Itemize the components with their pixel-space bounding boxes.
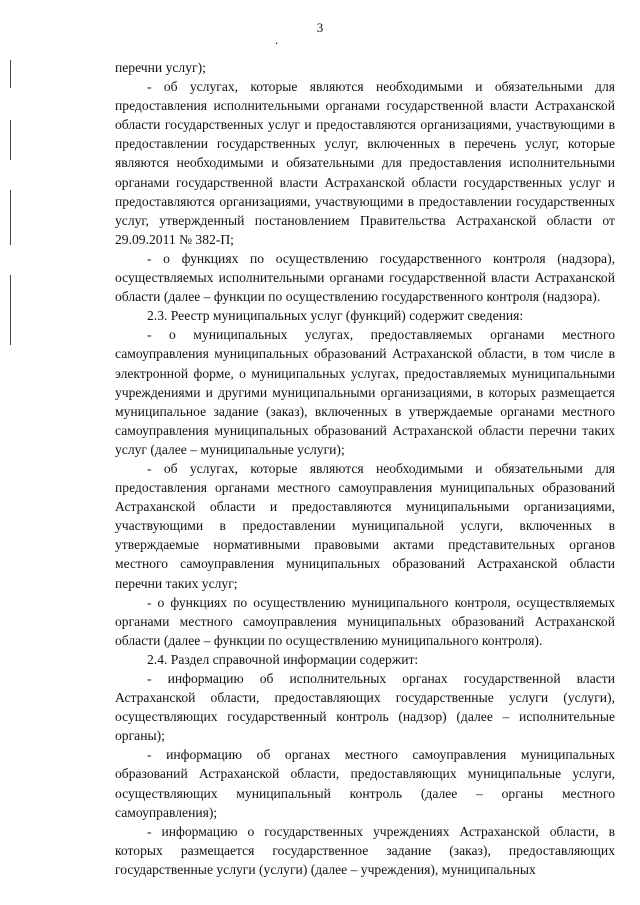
paragraph-4: 2.3. Реестр муниципальных услуг (функций) содержит сведения: [147,308,524,324]
page-number: 3 [316,20,324,35]
paragraph-1: перечни услуг); [115,60,206,75]
paragraph-10: - информацию об органах местного самоуправления муниципальных образований Астраханской области, предоставляющих муниципальные услуги, осуществляющих муниципальный контроль (далее – органы местного самоуправления); [115,747,615,820]
paragraph-11: - информацию о государственных учреждениях Астраханской области, в которых размещается государственное задание (заказ), предоставляющих государственные услуги (услуги) (далее – учреждения), муниципальных [115,823,615,877]
paragraph-2: - об услугах, которые являются необходимыми и обязательными для предоставления исполнительными органами государственной власти Астраханской области государственных услуг и предоставляются организациями, участвующими в предоставлении государственных услуг, включенных в перечень услуг, которые являются необходимыми и обязательными для предоставления исполнительными органами государственной власти Астраханской области государственных услуг и предоставляются организациями, участвующими в предоставлении государственных услуг, утвержденный постановлением Правительства Астраханской области от 29.09.2011 № 382-П; [115,79,615,247]
paragraph-9: - информацию об исполнительных органах государственной власти Астраханской области, предоставляющих государственные услуги (услуги), осуществляющих государственный контроль (надзор) (далее – исполнительные органы); [115,671,615,744]
document-body [115,58,615,879]
paragraph-8: 2.4. Раздел справочной информации содержит: [147,651,419,667]
paragraph-3: - о функциях по осуществлению государственного контроля (надзора), осуществляемых исполнительными органами государственной власти Астраханской области (далее – функции по осуществлению государственного контроля (надзора). [115,250,615,305]
stray-mark: . [275,32,279,47]
scan-margin-marks [10,60,12,380]
paragraph-7: - о функциях по осуществлению муниципального контроля, осуществляемых органами местного самоуправления муниципальных образований Астраханской области (далее – функции по осуществлению муниципального контроля). [115,594,615,648]
paragraph-6: - об услугах, которые являются необходимыми и обязательными для предоставления органами местного самоуправления муниципальных образований Астраханской области и предоставляются муниципальными организациями, участвующими в предоставлении муниципальной услуги, включенных в утверждаемые нормативными правовыми актами представительных органов местного самоуправления муниципальных образований Астраханской области перечни таких услуг; [115,460,615,591]
paragraph-5: - о муниципальных услугах, предоставляемых органами местного самоуправления муниципальных образований Астраханской области, в том числе в электронной форме, о муниципальных услугах, предоставляемых муниципальными учреждениями и другими муниципальными организациями, в которых размещается муниципальное задание (заказ), включенных в утверждаемые органами местного самоуправления муниципальных образований Астраханской области перечни таких услуг (далее – муниципальные услуги); [115,327,615,457]
